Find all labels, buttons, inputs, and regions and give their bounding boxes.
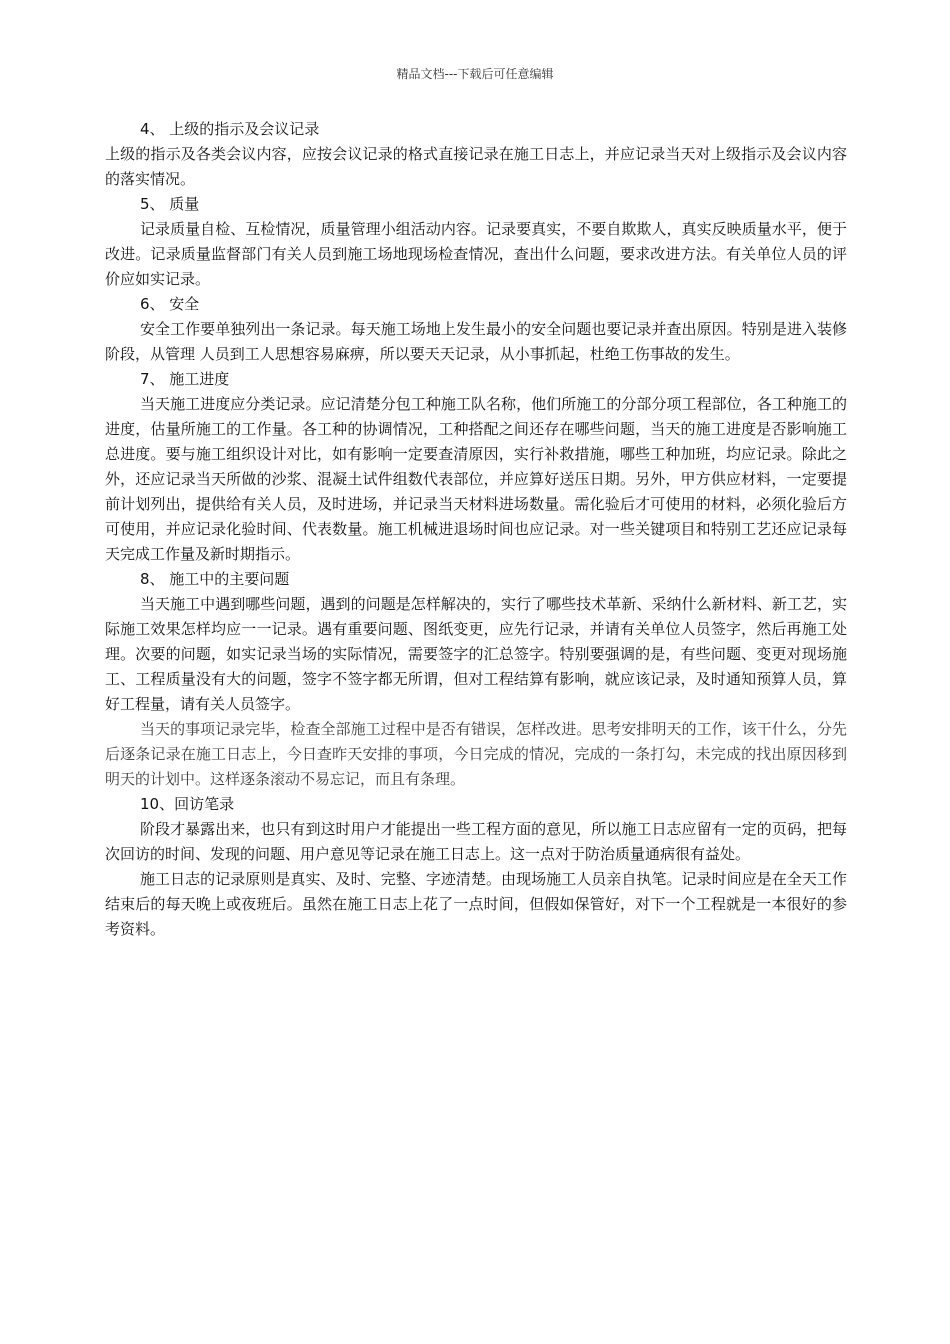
section-10-paragraph-1: 阶段才暴露出来，也只有到这时用户才能提出一些工程方面的意见，所以施工日志应留有一定的页码，把每次回访的时间、发现的问题、用户意见等记录在施工日志上。这一点对于防治质量通病很有益处。 bbox=[105, 820, 847, 863]
section-heading-8: 8、 施工中的主要问题 bbox=[140, 570, 290, 588]
section-8-paragraph-2: 当天的事项记录完毕，检查全部施工过程中是否有错误，怎样改进。思考安排明天的工作，该干什么，分先后逐条记录在施工日志上，今日查昨天安排的事项，今日完成的情况，完成的一条打勾，未完成的找出原因移到明天的计划中。这样逐条滚动不易忘记，而且有条理。 bbox=[105, 720, 847, 788]
section-heading-7: 7、 施工进度 bbox=[140, 370, 230, 388]
section-10-paragraph-2: 施工日志的记录原则是真实、及时、完整、字迹清楚。由现场施工人员亲自执笔。记录时间应是在全天工作结束后的每天晚上或夜班后。虽然在施工日志上花了一点时间，但假如保管好，对下一个工程就是一本很好的参考资料。 bbox=[105, 870, 847, 938]
document-body bbox=[105, 117, 847, 942]
page-header: 精品文档---下载后可任意编辑 bbox=[396, 67, 554, 81]
section-6-paragraph: 安全工作要单独列出一条记录。每天施工场地上发生最小的安全问题也要记录并查出原因。特别是进入装修阶段，从管理 人员到工人思想容易麻痹，所以要天天记录，从小事抓起，杜绝工伤事故的发生。 bbox=[105, 320, 847, 363]
section-heading-6: 6、 安全 bbox=[140, 295, 200, 313]
section-4-paragraph: 上级的指示及各类会议内容，应按会议记录的格式直接记录在施工日志上，并应记录当天对上级指示及会议内容的落实情况。 bbox=[105, 145, 847, 188]
section-8-paragraph-1: 当天施工中遇到哪些问题，遇到的问题是怎样解决的，实行了哪些技术革新、采纳什么新材料、新工艺，实际施工效果怎样均应一一记录。遇有重要问题、图纸变更，应先行记录，并请有关单位人员签字，然后再施工处理。次要的问题，如实记录当场的实际情况，需要签字的汇总签字。特别要强调的是，有些问题、变更对现场施工、工程质量没有大的问题，签字不签字都无所谓，但对工程结算有影响，就应该记录，及时通知预算人员，算好工程量，请有关人员签字。 bbox=[105, 595, 847, 713]
section-7-paragraph: 当天施工进度应分类记录。应记清楚分包工种施工队名称，他们所施工的分部分项工程部位，各工种施工的进度，估量所施工的工作量。各工种的协调情况，工种搭配之间还存在哪些问题，当天的施工进度是否影响施工总进度。要与施工组织设计对比，如有影响一定要查清原因，实行补救措施，哪些工种加班，均应记录。除此之外，还应记录当天所做的沙浆、混凝土试件组数代表部位，并应算好送压日期。另外，甲方供应材料，一定要提前计划列出，提供给有关人员，及时进场，并记录当天材料进场数量。需化验后才可使用的材料，必须化验后方可使用，并应记录化验时间、代表数量。施工机械进退场时间也应记录。对一些关键项目和特别工艺还应记录每天完成工作量及新时期指示。 bbox=[105, 395, 847, 563]
section-heading-10: 10、回访笔录 bbox=[140, 795, 235, 813]
section-heading-4: 4、 上级的指示及会议记录 bbox=[140, 120, 320, 138]
section-5-paragraph: 记录质量自检、互检情况，质量管理小组活动内容。记录要真实，不要自欺欺人，真实反映质量水平，便于改进。记录质量监督部门有关人员到施工场地现场检查情况，查出什么问题，要求改进方法。有关单位人员的评价应如实记录。 bbox=[105, 220, 847, 288]
section-heading-5: 5、 质量 bbox=[140, 195, 200, 213]
